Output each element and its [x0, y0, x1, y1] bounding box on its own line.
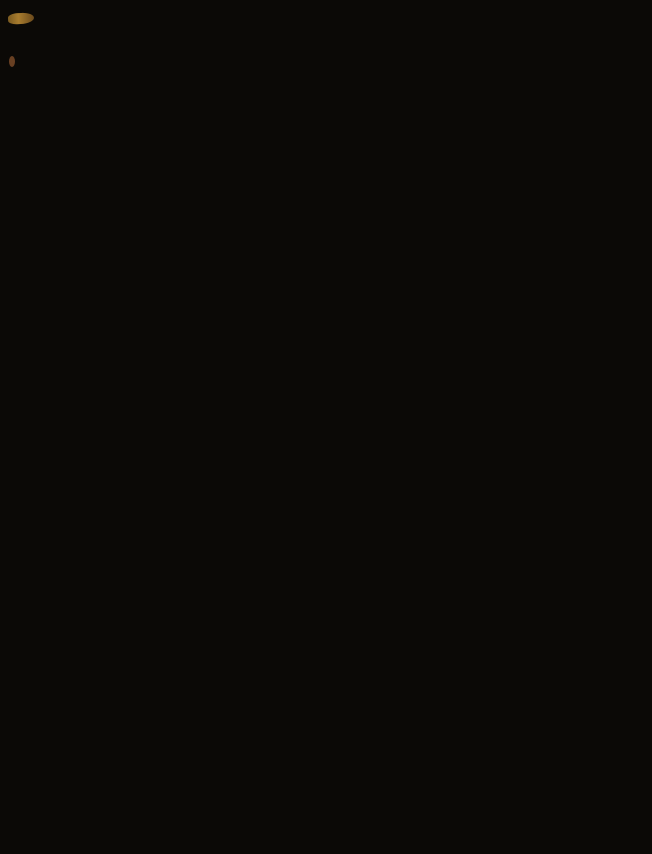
binding-speck [9, 56, 15, 67]
background-mask-left [0, 17, 10, 237]
